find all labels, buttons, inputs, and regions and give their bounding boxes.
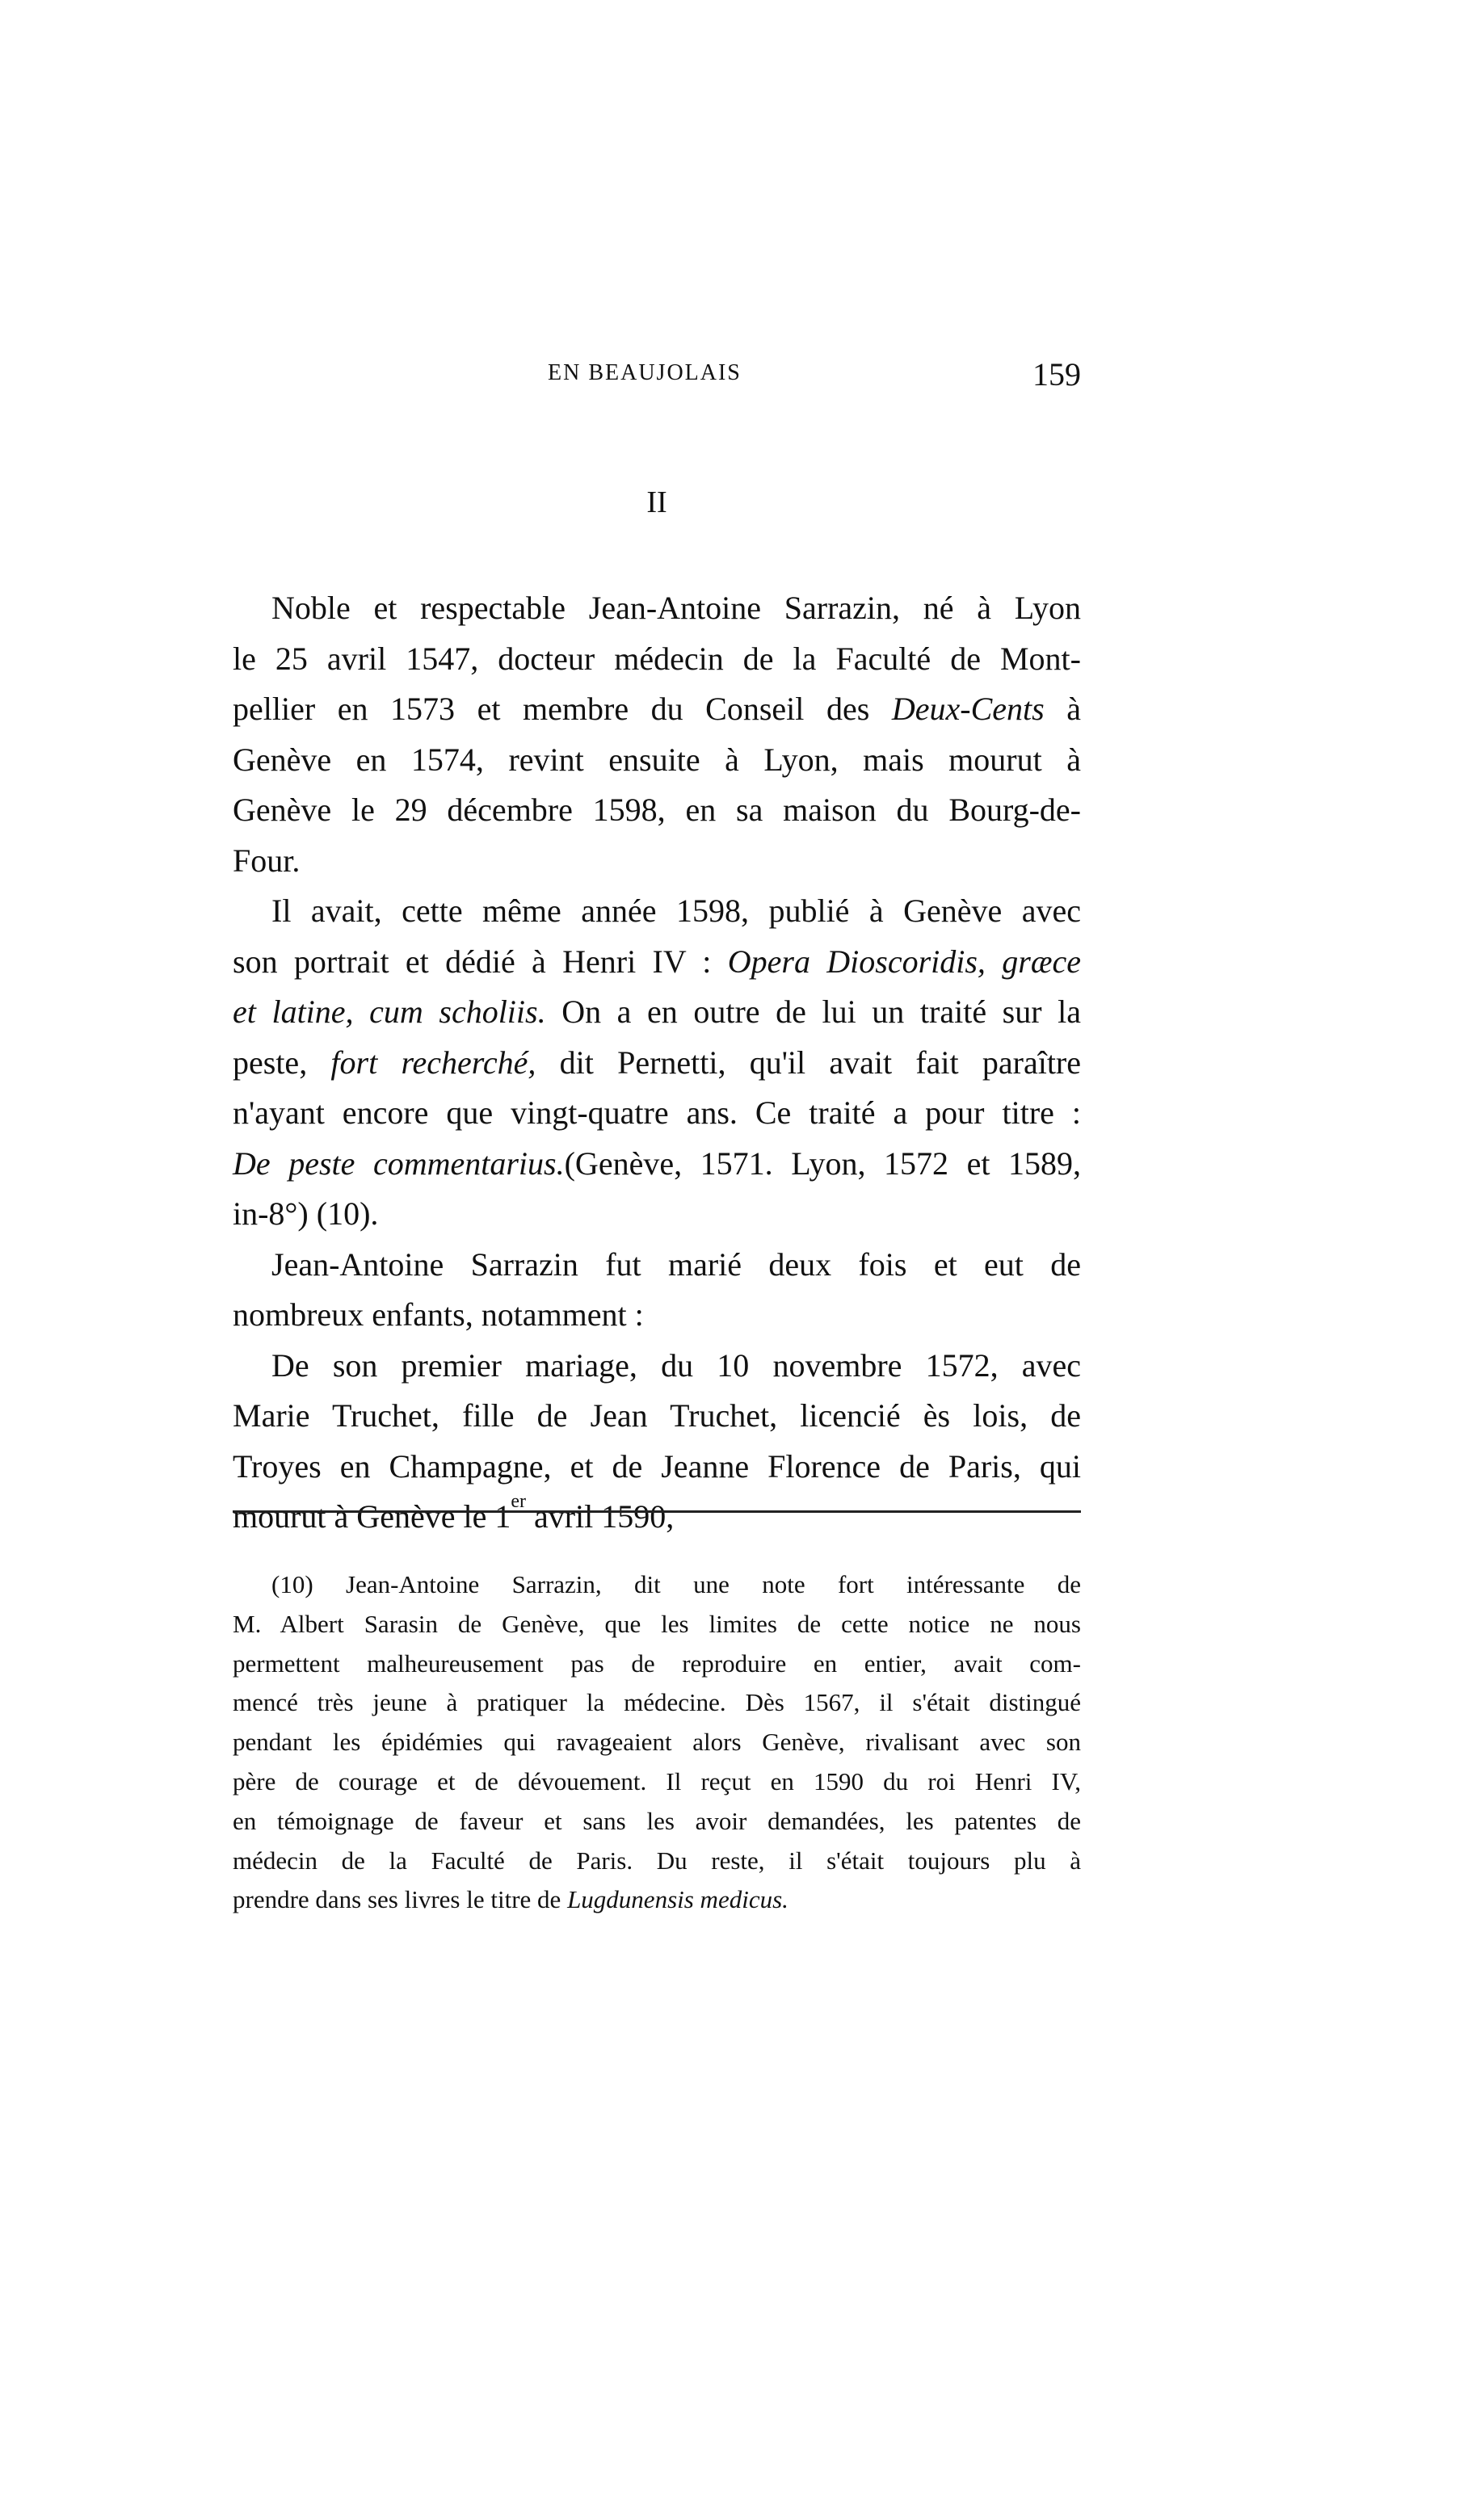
italic-text: Opera Dioscoridis, græce [727, 943, 1082, 980]
text-line: pendant les épidémies qui ravageaient alors Genève, rivalisant avec son [233, 1728, 1081, 1757]
page-header [233, 355, 1081, 396]
text-line: pellier en 1573 et membre du Conseil des Deux-Cents à [233, 691, 1081, 727]
text-line: Four. [233, 842, 301, 879]
text-line: (10) Jean-Antoine Sarrazin, dit une note fort intéressante de [271, 1570, 1081, 1598]
italic-text: Deux-Cents [891, 691, 1045, 727]
text-line: en témoignage de faveur et sans les avoir demandées, les patentes de [233, 1806, 1081, 1835]
text-line: médecin de la Faculté de Paris. Du reste, il s'était toujours plu à [233, 1846, 1081, 1875]
text-line: in-8°) (10). [233, 1195, 379, 1232]
text-line: son portrait et dédié à Henri IV : Opera Dioscoridis, græce [233, 943, 1082, 980]
footnote-divider [233, 1510, 1081, 1513]
text-line: mencé très jeune à pratiquer la médecine. Dès 1567, il s'était distingué [233, 1688, 1081, 1717]
italic-text: Lugdunensis medicus. [567, 1885, 788, 1914]
text-line: Genève le 29 décembre 1598, en sa maison du Bourg-de- [233, 792, 1081, 828]
page-number: 159 [1032, 356, 1081, 393]
text-line: Jean-Antoine Sarrazin fut marié deux fois et eut de [271, 1245, 1081, 1283]
body-text [233, 583, 1081, 1543]
italic-text: et latine, cum scholiis. [233, 993, 546, 1030]
text-line: le 25 avril 1547, docteur médecin de la Faculté de Mont- [233, 640, 1081, 677]
text-line: permettent malheureusement pas de reproduire en entier, avait com- [233, 1648, 1081, 1678]
text-line: De son premier mariage, du 10 novembre 1572, avec [271, 1346, 1081, 1384]
text-line: M. Albert Sarasin de Genève, que les limites de cette notice ne nous [233, 1609, 1081, 1638]
superscript: er [511, 1491, 526, 1512]
text-line: nombreux enfants, notamment : [233, 1296, 644, 1333]
text-line: peste, fort recherché, dit Pernetti, qu'il avait fait paraître [233, 1044, 1081, 1081]
running-title: EN BEAUJOLAIS [548, 360, 742, 385]
text-line: Genève en 1574, revint ensuite à Lyon, mais mourut à [233, 741, 1081, 778]
text-line: n'ayant encore que vingt-quatre ans. Ce traité a pour titre : [233, 1094, 1081, 1131]
text-line: Noble et respectable Jean-Antoine Sarrazin, né à Lyon [271, 590, 1081, 626]
text-line: mourut à Genève le 1er avril 1590, [233, 1491, 675, 1535]
text-line: Il avait, cette même année 1598, publié à Genève avec [271, 892, 1081, 929]
text-line: prendre dans ses livres le titre de Lugdunensis medicus. [233, 1885, 788, 1914]
text-line: père de courage et de dévouement. Il reçut en 1590 du roi Henri IV, [233, 1766, 1081, 1796]
footnote [233, 1565, 1081, 1920]
text-line: Marie Truchet, fille de Jean Truchet, licencié ès lois, de [233, 1397, 1081, 1434]
italic-text: De peste commentarius. [233, 1144, 565, 1182]
italic-text: fort recherché, [330, 1044, 536, 1081]
text-line: Troyes en Champagne, et de Jeanne Florence de Paris, qui [233, 1447, 1081, 1485]
text-line: et latine, cum scholiis. On a en outre de lui un traité sur la [233, 993, 1082, 1030]
text-line: De peste commentarius.(Genève, 1571. Lyon, 1572 et 1589, [233, 1144, 1082, 1182]
section-heading: II [646, 485, 667, 519]
